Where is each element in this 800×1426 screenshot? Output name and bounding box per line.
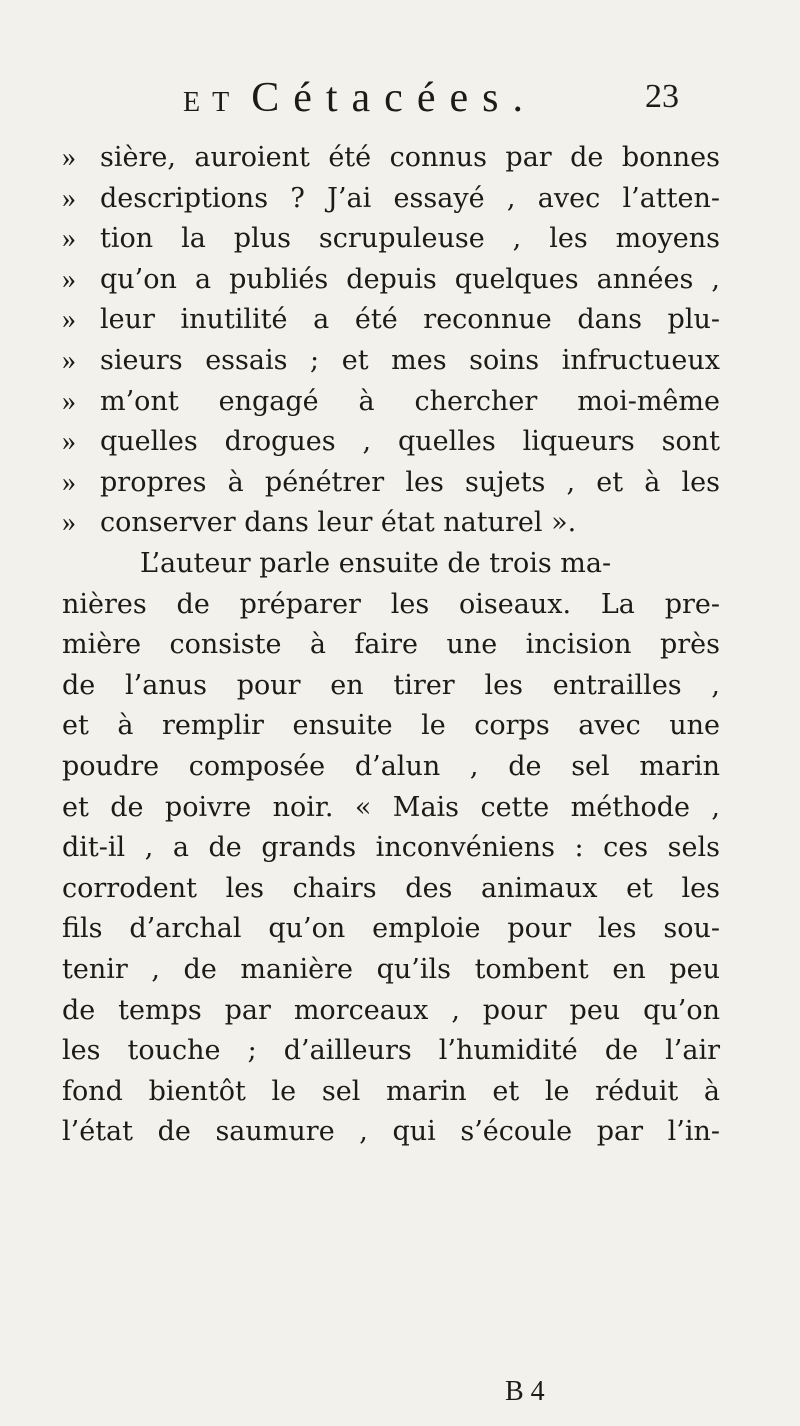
line-text: et de poivre noir. « Mais cette méthode , bbox=[62, 791, 720, 823]
text-line bbox=[0, 1112, 800, 1152]
line-text: fils d’archal qu’on emploie pour les sou- bbox=[62, 913, 720, 945]
line-text: tenir , de manière qu’ils tombent en peu bbox=[62, 954, 720, 985]
text-line bbox=[0, 341, 800, 381]
text-line bbox=[0, 950, 800, 990]
line-text: descriptions ? J’ai essayé , avec l’atten- bbox=[100, 182, 720, 214]
quote-mark: » bbox=[62, 466, 76, 498]
line-text: l’état de saumure , qui s’écoule par l’in- bbox=[62, 1116, 720, 1148]
line-text: corrodent les chairs des animaux et les bbox=[62, 872, 720, 904]
line-text: et à remplir ensuite le corps avec une bbox=[62, 710, 720, 742]
line-text: quelles drogues , quelles liqueurs sont bbox=[100, 426, 720, 458]
line-text: m’ont engagé à chercher moi-même bbox=[100, 385, 720, 417]
running-title-prefix: ET bbox=[183, 87, 242, 118]
quote-mark: » bbox=[62, 385, 76, 417]
quote-mark: » bbox=[62, 426, 76, 458]
line-text: sieurs essais ; et mes soins infructueux bbox=[100, 345, 720, 376]
quote-mark: » bbox=[62, 142, 76, 173]
line-text: mière consiste à faire une incision près bbox=[62, 629, 720, 661]
text-line bbox=[0, 260, 800, 300]
running-header bbox=[0, 74, 800, 134]
quote-mark: » bbox=[62, 263, 76, 295]
text-line bbox=[0, 422, 800, 462]
text-line bbox=[0, 869, 800, 909]
line-text: conserver dans leur état naturel ». bbox=[100, 507, 577, 539]
line-text: sière, auroient été connus par de bonnes bbox=[100, 142, 720, 173]
text-line bbox=[0, 991, 800, 1031]
line-text: fond bientôt le sel marin et le réduit à bbox=[62, 1075, 720, 1107]
running-title bbox=[183, 74, 537, 122]
text-line bbox=[0, 788, 800, 828]
text-line bbox=[0, 747, 800, 787]
line-text: leur inutilité a été reconnue dans plu- bbox=[100, 304, 720, 336]
text-line bbox=[0, 585, 800, 625]
line-text: poudre composée d’alun , de sel marin bbox=[62, 751, 720, 782]
text-line bbox=[0, 179, 800, 219]
line-text: les touche ; d’ailleurs l’humidité de l’air bbox=[62, 1035, 720, 1067]
line-text: propres à pénétrer les sujets , et à les bbox=[100, 466, 720, 498]
text-line bbox=[0, 1031, 800, 1071]
quote-mark: » bbox=[62, 223, 76, 255]
text-line bbox=[0, 666, 800, 706]
line-text: de l’anus pour en tirer les entrailles , bbox=[62, 669, 720, 701]
line-text: dit-il , a de grands inconvéniens : ces sels bbox=[62, 832, 720, 864]
line-text: nières de préparer les oiseaux. La pre- bbox=[62, 588, 720, 620]
text-line bbox=[0, 909, 800, 949]
text-line bbox=[0, 544, 800, 584]
line-text: L’auteur parle ensuite de trois ma- bbox=[140, 548, 612, 579]
quote-mark: » bbox=[62, 345, 76, 376]
text-line bbox=[0, 382, 800, 422]
text-line bbox=[0, 706, 800, 746]
quote-mark: » bbox=[62, 507, 76, 539]
text-line bbox=[0, 463, 800, 503]
line-text: tion la plus scrupuleuse , les moyens bbox=[100, 223, 720, 255]
printer-signature: B 4 bbox=[505, 1376, 545, 1407]
text-line bbox=[0, 219, 800, 259]
line-text: qu’on a publiés depuis quelques années , bbox=[100, 263, 720, 295]
text-line bbox=[0, 300, 800, 340]
running-title-main: Cétacées. bbox=[251, 75, 537, 121]
text-line bbox=[0, 828, 800, 868]
text-line bbox=[0, 503, 800, 543]
page-number: 23 bbox=[645, 78, 679, 115]
text-line bbox=[0, 138, 800, 178]
text-line bbox=[0, 625, 800, 665]
line-text: de temps par morceaux , pour peu qu’on bbox=[62, 994, 720, 1026]
text-line bbox=[0, 1072, 800, 1112]
quote-mark: » bbox=[62, 304, 76, 336]
quote-mark: » bbox=[62, 182, 76, 214]
